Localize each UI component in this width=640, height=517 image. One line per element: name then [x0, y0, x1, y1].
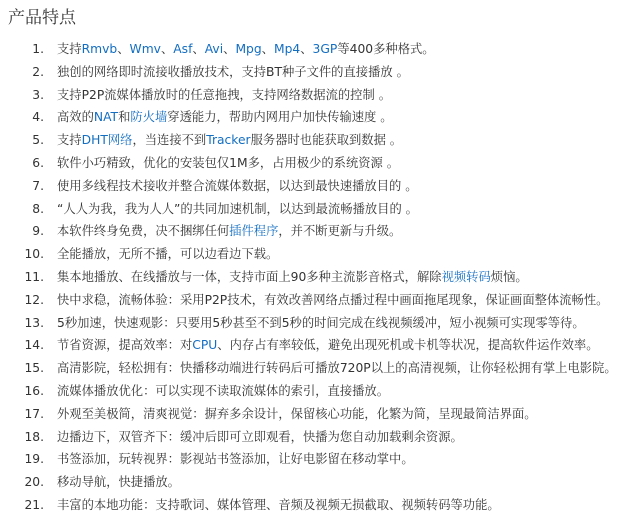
feature-text: [57, 106, 393, 129]
feature-link[interactable]: Mp4: [273, 42, 301, 56]
feature-number: 2.: [32, 64, 44, 79]
feature-text: [57, 243, 278, 266]
feature-link[interactable]: 视频转码: [441, 269, 491, 284]
feature-text-segment: “人人为我，我为人人”的共同加速机制，以达到最流畅播放目的 。: [57, 201, 418, 216]
feature-link[interactable]: 插件程序: [229, 224, 279, 239]
feature-text: [57, 426, 463, 449]
feature-text: [57, 357, 617, 380]
feature-item: [0, 266, 640, 289]
feature-text: [57, 380, 389, 403]
feature-number: 10.: [24, 247, 44, 262]
feature-text-segment: ，并不断更新与升级。: [278, 224, 402, 239]
feature-link[interactable]: CPU: [192, 338, 218, 353]
feature-item: [0, 312, 640, 335]
feature-number: 5.: [32, 133, 44, 148]
feature-text: [57, 175, 418, 198]
feature-number: 13.: [24, 315, 44, 330]
feature-link[interactable]: 3GP: [312, 42, 338, 56]
feature-text-segment: 、: [192, 42, 205, 56]
feature-text-segment: 支持: [57, 42, 82, 56]
feature-number: 17.: [24, 406, 44, 421]
feature-link[interactable]: 防火墙: [130, 110, 168, 125]
feature-text: [57, 38, 435, 61]
feature-number: 14.: [24, 338, 44, 353]
feature-text-segment: 和: [118, 110, 131, 125]
feature-item: [0, 220, 640, 243]
feature-list: [0, 38, 640, 517]
feature-number: 11.: [24, 269, 44, 284]
feature-item: [0, 334, 640, 357]
feature-item: [0, 403, 640, 426]
feature-text-segment: 移动导航，快捷播放。: [57, 475, 180, 490]
feature-number: 9.: [32, 224, 44, 239]
feature-text: [57, 84, 391, 107]
feature-link[interactable]: Avi: [204, 42, 224, 56]
feature-number: 20.: [24, 475, 44, 490]
feature-text: [57, 198, 418, 221]
feature-text-segment: 书签添加，玩转视界：影视站书签添加，让好电影留在移动掌中。: [57, 452, 414, 467]
feature-text-segment: 软件小巧精致，优化的安装包仅1M多，占用极少的系统资源 。: [57, 155, 400, 170]
feature-text-segment: 5秒加速，快速观影：只要用5秒甚至不到5秒的时间完成在线视频缓冲，短小视频可实现零等待。: [57, 315, 585, 330]
feature-item: [0, 106, 640, 129]
feature-text: [57, 129, 402, 152]
feature-text-segment: 等400多种格式。: [337, 42, 435, 56]
feature-link[interactable]: Rmvb: [81, 42, 118, 56]
feature-text-segment: 穿透能力，帮助内网用户加快传输速度 。: [167, 110, 393, 125]
feature-text-segment: 独创的网络即时流接收播放技术，支持BT种子文件的直接播放 。: [57, 64, 409, 79]
feature-item: [0, 152, 640, 175]
feature-text-segment: 节省资源，提高效率：对: [57, 338, 193, 353]
feature-text: [57, 403, 537, 426]
feature-item: [0, 494, 640, 517]
feature-text-segment: 集本地播放、在线播放与一体，支持市面上90多种主流影音格式，解除: [57, 269, 442, 284]
feature-text: [57, 334, 599, 357]
feature-text: [57, 61, 409, 84]
feature-number: 19.: [24, 452, 44, 467]
feature-item: [0, 471, 640, 494]
feature-item: [0, 129, 640, 152]
feature-text-segment: 全能播放，无所不播，可以边看边下载。: [57, 247, 279, 262]
feature-link[interactable]: DHT网络: [81, 133, 133, 148]
feature-text-segment: 支持P2P流媒体播放时的任意拖拽，支持网络数据流的控制 。: [57, 87, 391, 102]
feature-number: 4.: [32, 110, 44, 125]
feature-text: [57, 494, 500, 517]
feature-link[interactable]: Wmv: [129, 42, 161, 56]
feature-text-segment: 快中求稳，流畅体验：采用P2P技术，有效改善网络点播过程中画面拖尾现象，保证画面整体流畅性。: [57, 292, 609, 307]
feature-item: [0, 84, 640, 107]
section-title: 产品特点: [8, 8, 76, 28]
feature-text: [57, 220, 401, 243]
feature-text-segment: 、: [223, 42, 236, 56]
feature-text-segment: 流媒体播放优化：可以实现不读取流媒体的索引，直接播放。: [57, 383, 390, 398]
feature-text: [57, 266, 528, 289]
feature-text: [57, 152, 399, 175]
feature-number: 8.: [32, 201, 44, 216]
feature-text: [57, 289, 608, 312]
feature-item: [0, 426, 640, 449]
feature-number: 7.: [32, 178, 44, 193]
feature-item: [0, 357, 640, 380]
feature-text: [57, 471, 180, 494]
feature-text-segment: 高效的: [57, 110, 94, 125]
feature-text-segment: 丰富的本地功能：支持歌词、媒体管理、音频及视频无损截取、视频转码等功能。: [57, 497, 500, 512]
feature-link[interactable]: Tracker: [206, 133, 251, 148]
feature-item: [0, 380, 640, 403]
feature-item: [0, 448, 640, 471]
feature-link[interactable]: Asf: [173, 42, 193, 56]
feature-text-segment: 使用多线程技术接收并整合流媒体数据，以达到最快速播放目的 。: [57, 178, 418, 193]
feature-item: [0, 175, 640, 198]
feature-text-segment: 、: [261, 42, 274, 56]
feature-text-segment: 支持: [57, 133, 82, 148]
feature-item: [0, 38, 640, 61]
feature-number: 12.: [24, 292, 44, 307]
feature-number: 15.: [24, 361, 44, 376]
feature-number: 18.: [24, 429, 44, 444]
feature-text-segment: 边播边下，双管齐下：缓冲后即可立即观看，快播为您自动加载剩余资源。: [57, 429, 463, 444]
feature-text-segment: 服务器时也能获取到数据 。: [250, 133, 403, 148]
feature-link[interactable]: Mpg: [235, 42, 262, 56]
feature-text-segment: 本软件终身免费，决不捆绑任何: [57, 224, 230, 239]
feature-number: 16.: [24, 383, 44, 398]
feature-text-segment: 、: [300, 42, 313, 56]
feature-text-segment: ，当连接不到: [132, 133, 207, 148]
feature-number: 21.: [24, 497, 44, 512]
feature-number: 6.: [32, 155, 44, 170]
feature-text: [57, 312, 585, 335]
feature-link[interactable]: NAT: [93, 110, 119, 125]
feature-text-segment: 烦恼。: [490, 269, 528, 284]
feature-text-segment: 外观至美极简，清爽视觉：摒弃多余设计，保留核心功能，化繁为简，呈现最简洁界面。: [57, 406, 537, 421]
feature-number: 1.: [32, 42, 44, 56]
feature-item: [0, 289, 640, 312]
feature-number: 3.: [32, 87, 44, 102]
feature-text-segment: 、内存占有率较低，避免出现死机或卡机等状况，提高软件运作效率。: [217, 338, 599, 353]
feature-item: [0, 61, 640, 84]
feature-text-segment: 、: [160, 42, 174, 56]
feature-text-segment: 、: [117, 42, 130, 56]
feature-item: [0, 243, 640, 266]
feature-item: [0, 198, 640, 221]
feature-text-segment: 高清影院，轻松拥有：快播移动端进行转码后可播放720P以上的高清视频，让你轻松拥有掌上电影院。: [57, 361, 617, 376]
feature-text: [57, 448, 414, 471]
